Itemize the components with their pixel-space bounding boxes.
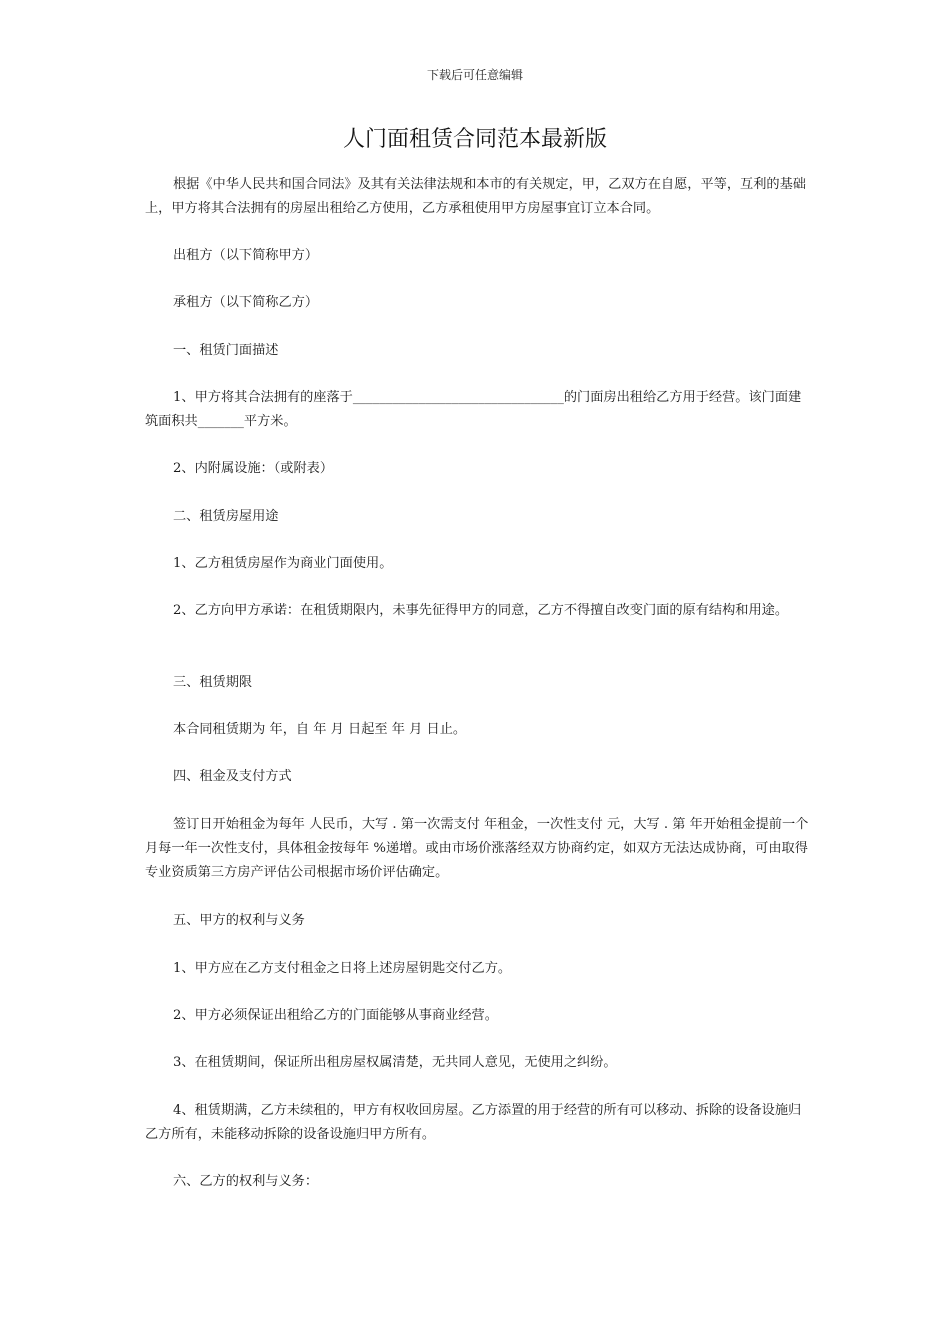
paragraph-1-1: 1、甲方将其合法拥有的座落于________________________________的门面房出租给乙方用于经营。该门面建筑面积共_______平方米。 xyxy=(145,390,802,429)
section-heading-4: 四、租金及支付方式 xyxy=(173,769,292,784)
paragraph-3-1: 本合同租赁期为 年，自 年 月 日起至 年 月 日止。 xyxy=(173,722,467,737)
section-heading-1: 一、租赁门面描述 xyxy=(173,343,279,358)
paragraph-2-2: 2、乙方向甲方承诺：在租赁期限内，未事先征得甲方的同意，乙方不得擅自改变门面的原有结构和用途。 xyxy=(173,603,789,618)
document-title: 人门面租赁合同范本最新版 xyxy=(342,127,607,152)
section-heading-3: 三、租赁期限 xyxy=(173,675,253,690)
paragraph-5-1: 1、甲方应在乙方支付租金之日将上述房屋钥匙交付乙方。 xyxy=(173,961,512,976)
paragraph-2-1: 1、乙方租赁房屋作为商业门面使用。 xyxy=(173,556,393,571)
section-heading-2: 二、租赁房屋用途 xyxy=(173,509,279,524)
paragraph-lessor: 出租方（以下简称甲方） xyxy=(173,248,319,263)
paragraph-preamble: 根据《中华人民共和国合同法》及其有关法律法规和本市的有关规定，甲，乙双方在自愿，平等，互利的基础上，甲方将其合法拥有的房屋出租给乙方使用，乙方承租使用甲方房屋事宜订立本合同。 xyxy=(145,177,806,216)
paragraph-4-1: 签订日开始租金为每年 人民币，大写 . 第一次需支付 年租金，一次性支付 元，大写 . 第 年开始租金提前一个月每一年一次性支付，具体租金按每年 %递增。或由市场价涨落经双方协商约定，如双方无法达成协商，可由取得专业资质第三方房产评估公司根据市场价评估确定。 xyxy=(145,817,809,880)
paragraph-5-2: 2、甲方必须保证出租给乙方的门面能够从事商业经营。 xyxy=(173,1008,498,1023)
paragraph-lessee: 承租方（以下简称乙方） xyxy=(173,295,319,310)
section-heading-5: 五、甲方的权利与义务 xyxy=(173,913,305,928)
section-heading-6: 六、乙方的权利与义务： xyxy=(173,1174,319,1189)
paragraph-1-2: 2、内附属设施：（或附表） xyxy=(173,461,334,476)
paragraph-5-3: 3、在租赁期间，保证所出租房屋权属清楚，无共同人意见，无使用之纠纷。 xyxy=(173,1055,617,1070)
paragraph-5-4: 4、租赁期满，乙方未续租的，甲方有权收回房屋。乙方添置的用于经营的所有可以移动、拆除的设备设施归乙方所有，未能移动拆除的设备设施归甲方所有。 xyxy=(145,1103,802,1142)
header-note: 下载后可任意编辑 xyxy=(426,68,523,82)
